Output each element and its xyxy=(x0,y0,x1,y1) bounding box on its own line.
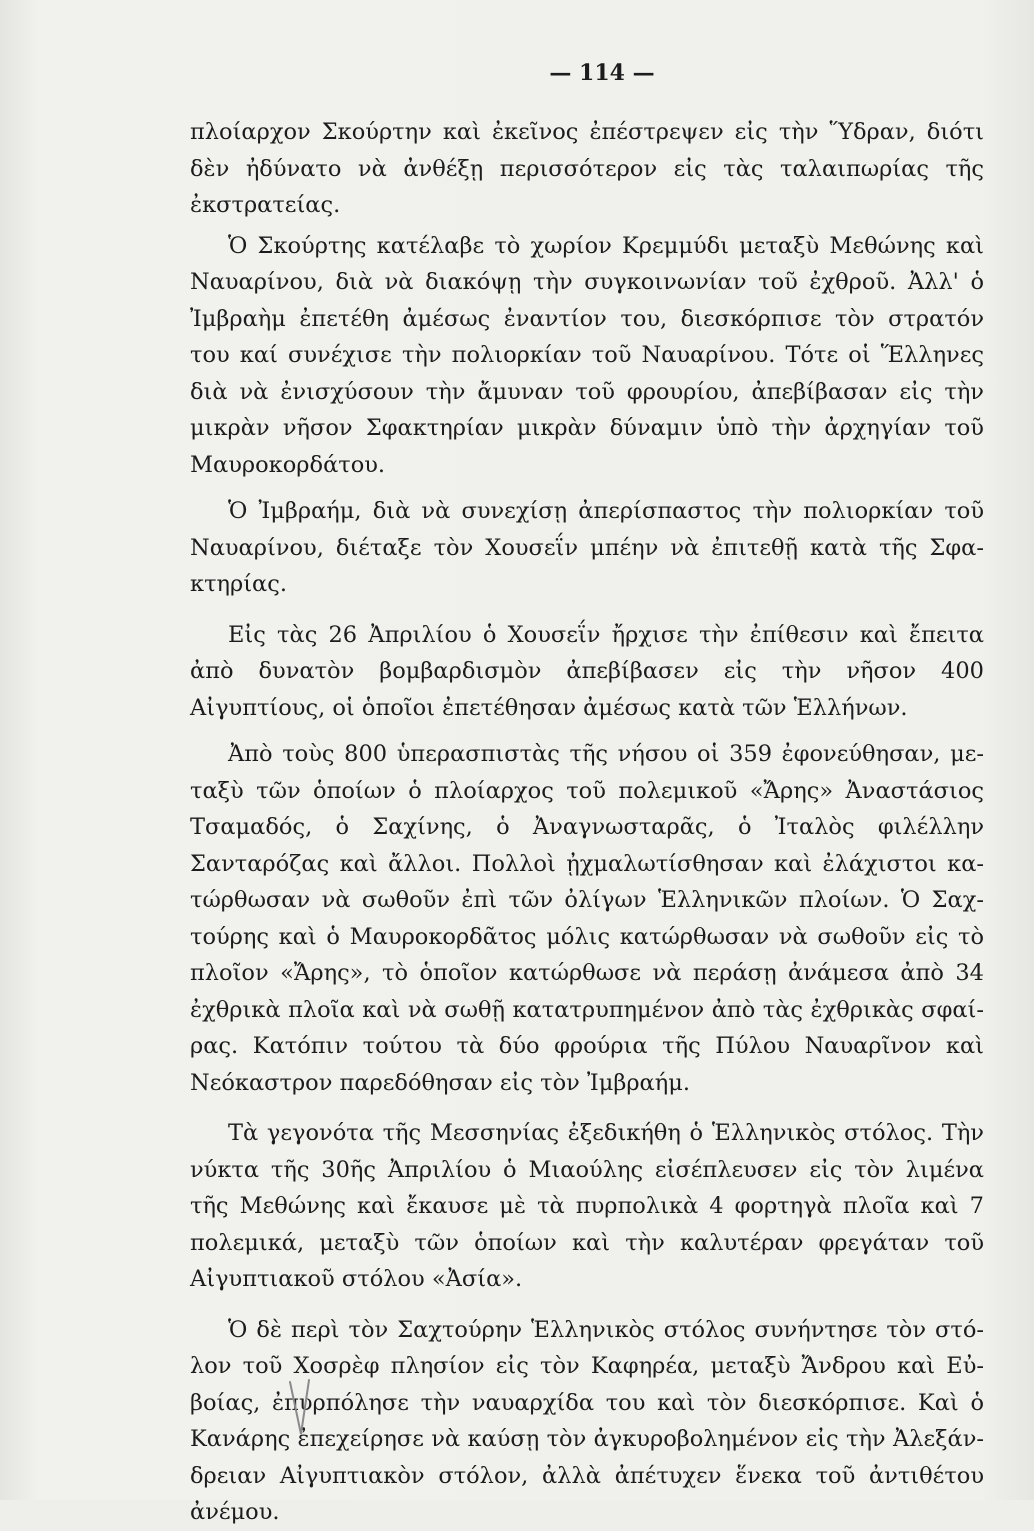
paragraph-4: Εἰς τὰς 26 Ἀπριλίου ὁ Χουσεΐν ἤρχισε τὴν ἐπίθεσιν καὶ ἔπειτα ἀπὸ δυνατὸν βομβαρδισμὸν ἀπεβίβασεν εἰς τὴν νῆσον 400 Αἰγυπτίους, οἱ ὁποῖοι ἐπετέθησαν ἀμέσως κατὰ τῶν Ἑλλήνων. xyxy=(190,621,984,721)
pencil-check-mark xyxy=(288,1378,312,1438)
page-number: — 114 — xyxy=(549,60,655,86)
paragraph-2: Ὁ Σκούρτης κατέλαβε τὸ χωρίον Κρεμμύδι μεταξὺ Μεθώνης καὶ Ναυαρίνου, διὰ νὰ διακόψῃ τὴν συγκοινωνίαν τοῦ ἐχθροῦ. Ἀλλ' ὁ Ἰμβραὴμ ἐπετέθη ἀμέσως ἐναντίον του, διεσκόρπισε τὸν στρατόν του καί συνέχισε τὴν πολιορκίαν τοῦ Ναυαρίνου. Τότε οἱ Ἕλληνες διὰ νὰ ἐνισχύσουν τὴν ἄμυναν τοῦ φρουρίου, ἀπεβίβασαν εἰς τὴν μικρὰν νῆσον Σφακτηρίαν μικρὰν δύναμιν ὑπὸ τὴν ἀρχηγίαν τοῦ Μαυροκορδάτου. xyxy=(190,232,984,478)
paragraph-6: Τὰ γεγονότα τῆς Μεσσηνίας ἐξεδικήθη ὁ Ἑλληνικὸς στόλος. Τὴν νύκτα τῆς 30ῆς Ἀπριλίου ὁ Μιαούλης εἰσέπλευσεν εἰς τὸν λιμένα τῆς Μεθώνης καὶ ἔκαυσε μὲ τὰ πυρπολικὰ 4 φορτηγὰ πλοῖα καὶ 7 πολεμικά, μεταξὺ τῶν ὁποίων καὶ τὴν καλυτέραν φρεγάταν τοῦ Αἰγυπτιακοῦ στόλου «Ἀσία». xyxy=(190,1120,984,1292)
paragraph-3: Ὁ Ἰμβραήμ, διὰ νὰ συνεχίσῃ ἀπερίσπαστος τὴν πολιορκίαν τοῦ Ναυαρίνου, διέταξε τὸν Χουσεΐν μπέην νὰ ἐπιτεθῇ κατὰ τῆς Σφακτηρίας. xyxy=(190,498,984,597)
paragraph-1: πλοίαρχον Σκούρτην καὶ ἐκεῖνος ἐπέστρεψεν εἰς τὴν Ὕδραν, διότι δὲν ἠδύνατο νὰ ἀνθέξῃ περισσότερον εἰς τὰς ταλαιπωρίας τῆς ἐκστρατείας. xyxy=(190,119,984,218)
paragraph-7: Ὁ δὲ περὶ τὸν Σαχτούρην Ἑλληνικὸς στόλος συνήντησε τὸν στόλον τοῦ Χοσρὲφ πλησίον εἰς τὸν Καφηρέα, μεταξὺ Ἄνδρου καὶ Εὐβοίας, ἐπυρπόλησε τὴν ναυαρχίδα του καὶ τὸν διεσκόρπισε. Καὶ ὁ Κανάρης ἐπεχείρησε νὰ καύσῃ τὸν ἀγκυροβολημένον εἰς τὴν Ἀλεξάνδρειαν Αἰγυπτιακὸν στόλον, ἀλλὰ ἀπέτυχεν ἕνεκα τοῦ ἀντιθέτου ἀνέμου. xyxy=(190,1316,984,1525)
paragraph-5: Ἀπὸ τοὺς 800 ὑπερασπιστὰς τῆς νήσου οἱ 359 ἐφονεύθησαν, μεταξὺ τῶν ὁποίων ὁ πλοίαρχος τοῦ πολεμικοῦ «Ἄρης» Ἀναστάσιος Τσαμαδός, ὁ Σαχίνης, ὁ Ἀναγνωσταρᾶς, ὁ Ἰταλὸς φιλέλλην Σανταρόζας καὶ ἄλλοι. Πολλοὶ ᾐχμαλωτίσθησαν καὶ ἐλάχιστοι κατώρθωσαν νὰ σωθοῦν ἐπὶ τῶν ὀλίγων Ἑλληνικῶν πλοίων. Ὁ Σαχτούρης καὶ ὁ Μαυροκορδᾶτος μόλις κατώρθωσαν νὰ σωθοῦν εἰς τὸ πλοῖον «Ἄρης», τὸ ὁποῖον κατώρθωσε νὰ περάσῃ ἀνάμεσα ἀπὸ 34 ἐχθρικὰ πλοῖα καὶ νὰ σωθῇ κατατρυπημένον ἀπὸ τὰς ἐχθρικὰς σφαίρας. Κατόπιν τούτου τὰ δύο φρούρια τῆς Πύλου Ναυαρῖνον καὶ Νεόκαστρον παρεδόθησαν εἰς τὸν Ἰμβραήμ. xyxy=(190,741,984,1096)
